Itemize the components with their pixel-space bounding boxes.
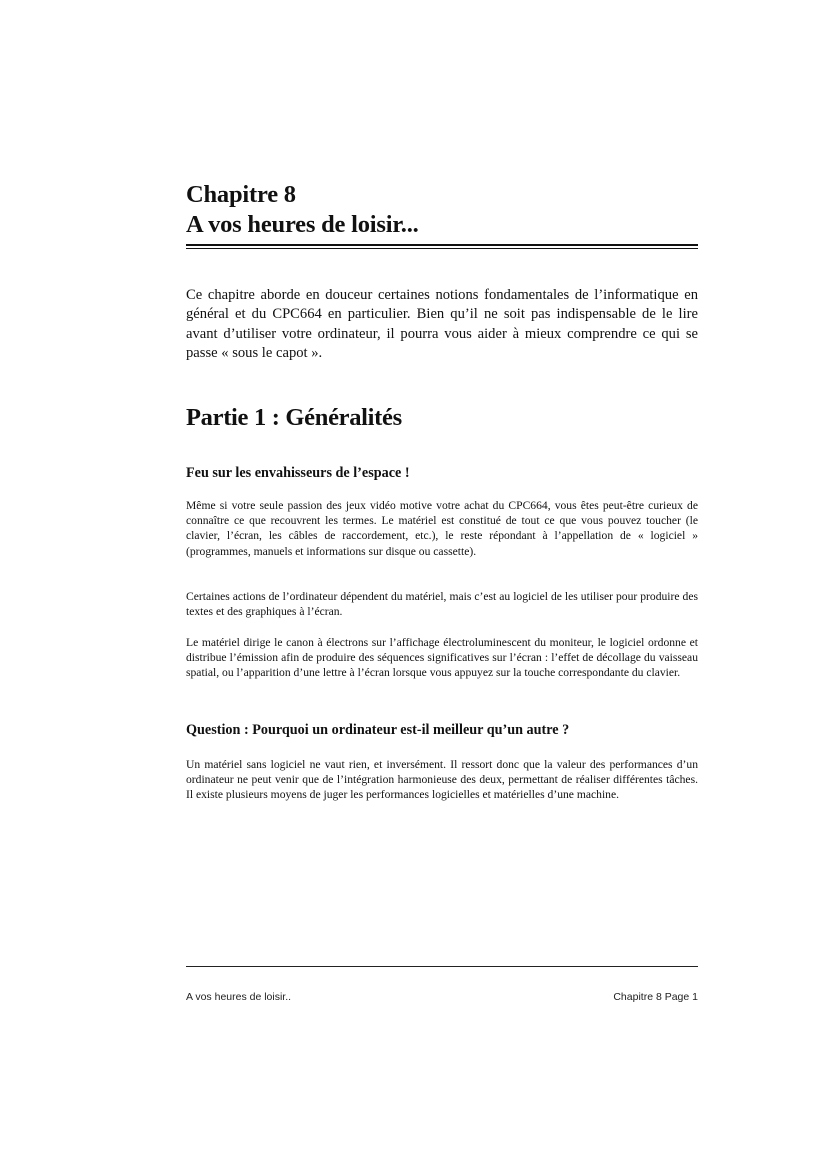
chapter-title: A vos heures de loisir... [186,211,419,238]
section-paragraph: Certaines actions de l’ordinateur dépendent du matériel, mais c’est au logiciel de les utiliser pour produire des textes et des graphiques à l’écran. [186,590,698,619]
section-title: Feu sur les envahisseurs de l’espace ! [186,465,410,481]
section-title: Question : Pourquoi un ordinateur est-il meilleur qu’un autre ? [186,722,570,738]
chapter-intro: Ce chapitre aborde en douceur certaines notions fondamentales de l’informatique en général et du CPC664 en particulier. Bien qu’il ne soit pas indispensable de le lire avant d’utiliser votre ordinateur, il pourra vous aider à mieux comprendre ce qui se passe « sous le capot ». [186,287,698,361]
footer-running-title: A vos heures de loisir.. [186,991,292,1003]
document-page [186,0,698,1169]
section-paragraph: Un matériel sans logiciel ne vaut rien, et inversément. Il ressort donc que la valeur des performances d’un ordinateur ne peut venir que de l’intégration harmonieuse des deux, permettant de réaliser différentes tâches. Il existe plusieurs moyens de juger les performances logicielles et matérielles d’une machine. [186,758,698,802]
section-paragraph: Le matériel dirige le canon à électrons sur l’affichage électroluminescent du moniteur, le logiciel ordonne et distribue l’émission afin de produire des séquences significatives sur l’écran : l’effet de décollage du vaisseau spatial, ou l’apparition d’une lettre à l’écran lorsque vous appuyez sur la touche correspondante du clavier. [186,636,698,680]
footer-rule [186,966,698,967]
chapter-heading [186,180,698,240]
footer-page-number: Chapitre 8 Page 1 [613,991,698,1003]
chapter-title-rule [186,244,698,249]
section-paragraph: Même si votre seule passion des jeux vidéo motive votre achat du CPC664, vous êtes peut-être curieux de connaître ce que recouvrent les termes. Le matériel est constitué de tout ce que vous pouvez toucher (le clavier, l’écran, les câbles de raccordement, etc.), le reste répondant à l’appellation de « logiciel » (programmes, manuels et informations sur disque ou cassette). [186,499,698,558]
chapter-number: Chapitre 8 [186,181,296,208]
part-title: Partie 1 : Généralités [186,404,402,431]
